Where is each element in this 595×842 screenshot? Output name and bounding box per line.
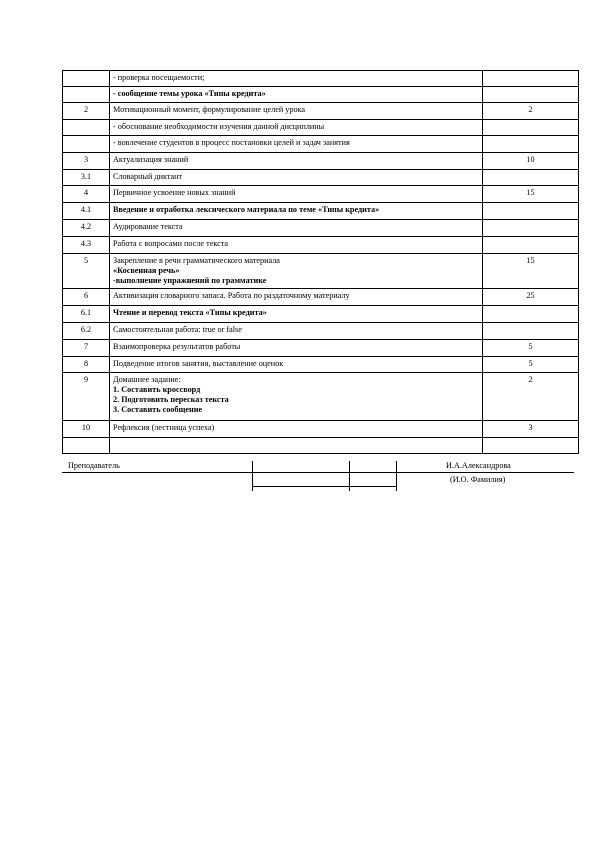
step-minutes (483, 220, 579, 237)
description-line: Рефлексия (лестница успеха) (113, 423, 215, 432)
table-row (63, 323, 579, 340)
step-number (63, 438, 110, 454)
description-line: Первичное усвоение новых знаний (113, 188, 236, 197)
description-line: Словарный диктант (113, 172, 183, 181)
table-row (63, 306, 579, 323)
step-description (110, 153, 483, 170)
step-description (110, 421, 483, 438)
step-number: 8 (63, 357, 110, 373)
description-line: Закрепление в речи грамматического материала (113, 256, 280, 265)
table-row (63, 136, 579, 153)
step-description (110, 289, 483, 306)
description-line: Чтение и перевод текста «Типы кредита» (113, 308, 267, 317)
step-number: 6.1 (63, 306, 110, 323)
lesson-plan-table (62, 70, 579, 454)
step-minutes: 2 (483, 373, 579, 421)
step-description (110, 203, 483, 220)
step-description (110, 87, 483, 103)
step-number: 5 (63, 254, 110, 289)
teacher-label: Преподаватель (68, 461, 120, 470)
step-description (110, 254, 483, 289)
step-minutes (483, 438, 579, 454)
teacher-name: И.А.Александрова (446, 461, 511, 470)
description-line: 3. Составить сообщение (113, 405, 203, 414)
step-minutes (483, 203, 579, 220)
step-minutes (483, 170, 579, 186)
table-row (63, 103, 579, 120)
step-description (110, 136, 483, 153)
table-row (63, 170, 579, 186)
signature-underline (62, 472, 574, 473)
table-row (63, 340, 579, 357)
table-row (63, 237, 579, 254)
table-row (63, 186, 579, 203)
step-description (110, 306, 483, 323)
table-row (63, 438, 579, 454)
step-description (110, 340, 483, 357)
description-line: Подведение итогов занятия, выставление оценок (113, 359, 284, 368)
step-number (63, 71, 110, 87)
description-line: - сообщение темы урока «Типы кредита» (113, 89, 266, 98)
step-description (110, 220, 483, 237)
step-number: 4.2 (63, 220, 110, 237)
table-row (63, 254, 579, 289)
description-line: Взаимопроверка результатов работы (113, 342, 241, 351)
table-row (63, 203, 579, 220)
table-row (63, 289, 579, 306)
step-minutes: 2 (483, 103, 579, 120)
signature-bottom-line (252, 486, 397, 487)
description-line: Мотивационный момент, формулирование целей урока (113, 105, 306, 114)
step-description (110, 323, 483, 340)
description-line: - вовлечение студентов в процесс постановки целей и задач занятия (113, 138, 350, 147)
step-minutes: 5 (483, 340, 579, 357)
step-minutes (483, 306, 579, 323)
description-line: -выполнение упражнений по грамматике (113, 276, 267, 285)
description-line: «Косвенная речь» (113, 266, 180, 275)
step-minutes: 5 (483, 357, 579, 373)
step-minutes (483, 71, 579, 87)
description-line: Актуализация знаний (113, 155, 189, 164)
name-caption: (И.О. Фамилия) (450, 475, 506, 484)
step-description (110, 103, 483, 120)
description-line: Аудирование текста (113, 222, 183, 231)
description-line: Самостоятельная работа: true or false (113, 325, 242, 334)
step-number (63, 120, 110, 136)
step-minutes: 25 (483, 289, 579, 306)
step-description (110, 438, 483, 454)
step-minutes (483, 323, 579, 340)
lesson-plan-table-body (63, 71, 579, 454)
step-number: 10 (63, 421, 110, 438)
table-row (63, 153, 579, 170)
description-line: - проверка посещаемости; (113, 73, 205, 82)
step-number: 2 (63, 103, 110, 120)
step-number: 6 (63, 289, 110, 306)
table-row (63, 373, 579, 421)
step-number (63, 87, 110, 103)
step-minutes: 3 (483, 421, 579, 438)
step-minutes: 15 (483, 254, 579, 289)
table-row (63, 71, 579, 87)
step-minutes (483, 237, 579, 254)
description-line: - обоснование необходимости изучения данной дисциплины (113, 122, 325, 131)
step-number: 3.1 (63, 170, 110, 186)
step-minutes (483, 87, 579, 103)
step-number: 3 (63, 153, 110, 170)
description-line: 1. Составить кроссворд (113, 385, 201, 394)
step-number: 9 (63, 373, 110, 421)
table-row (63, 421, 579, 438)
step-minutes (483, 136, 579, 153)
signature-block (62, 461, 578, 491)
description-line: Работа с вопросами после текста (113, 239, 229, 248)
step-description (110, 71, 483, 87)
step-description (110, 373, 483, 421)
step-minutes: 15 (483, 186, 579, 203)
step-description (110, 120, 483, 136)
step-description (110, 237, 483, 254)
step-description (110, 170, 483, 186)
step-description (110, 186, 483, 203)
step-number: 7 (63, 340, 110, 357)
description-line: Введение и отработка лексического материала по теме «Типы кредита» (113, 205, 380, 214)
table-row (63, 87, 579, 103)
step-number: 4.3 (63, 237, 110, 254)
step-number: 4.1 (63, 203, 110, 220)
description-line: Домашнее задание: (113, 375, 181, 384)
description-line: 2. Подготовить пересказ текста (113, 395, 229, 404)
step-number: 4 (63, 186, 110, 203)
description-line: Активизация словарного запаса. Работа по раздаточному материалу (113, 291, 350, 300)
step-number: 6.2 (63, 323, 110, 340)
table-row (63, 120, 579, 136)
step-minutes: 10 (483, 153, 579, 170)
step-minutes (483, 120, 579, 136)
step-description (110, 357, 483, 373)
table-row (63, 357, 579, 373)
step-number (63, 136, 110, 153)
table-row (63, 220, 579, 237)
